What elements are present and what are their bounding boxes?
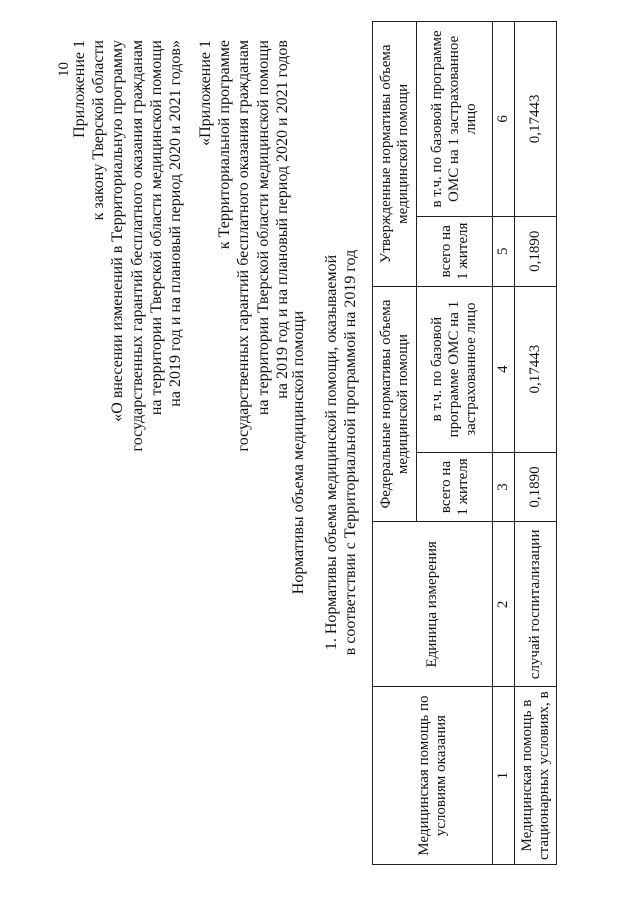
appendix-line: «О внесении изменений в Территориальную программу <box>109 40 127 422</box>
document-title: Нормативы объема медицинской помощи <box>290 310 307 595</box>
section-title-line-2: в соответствии с Территориальной программой на 2019 год <box>342 249 360 656</box>
column-number: 2 <box>493 522 515 687</box>
header-approved-oms: в т.ч. по базовой программе ОМС на 1 застрахованное лицо <box>417 22 493 217</box>
section-title <box>322 0 360 905</box>
header-federal-group: Федеральные нормативы объема медицинской помощи <box>373 286 417 522</box>
federal-total-cell: 0,1890 <box>515 452 557 522</box>
column-number: 6 <box>493 22 515 217</box>
appendix-line: государственных гарантий бесплатного оказания гражданам <box>128 40 146 452</box>
approved-total-cell: 0,1890 <box>515 216 557 286</box>
header-approved-total: всего на 1 жителя <box>417 216 493 286</box>
table-row <box>515 22 557 865</box>
appendix-line: на территории Тверской области медицинской помощи <box>147 40 165 416</box>
approved-oms-cell: 0,17443 <box>515 22 557 217</box>
appendix-line: на 2019 год и на плановый период 2020 и 2021 годов» <box>167 40 185 407</box>
header-federal-total: всего на 1 жителя <box>417 452 493 522</box>
unit-cell: случай госпитализации <box>515 522 557 687</box>
header-unit: Единица измерения <box>373 522 493 687</box>
header-federal-oms: в т.ч. по базовой программе ОМС на 1 застрахованное лицо <box>417 286 493 452</box>
appendix-line: к закону Тверской области <box>90 40 108 221</box>
column-number: 4 <box>493 286 515 452</box>
header-approved-group: Утвержденные нормативы объема медицинской помощи <box>373 22 417 287</box>
appendix-sub-line: на 2019 год и на плановый период 2020 и 2021 годов <box>273 40 291 399</box>
federal-oms-cell: 0,17443 <box>515 286 557 452</box>
norms-table <box>372 21 557 865</box>
header-care-type: Медицинская помощь по условиям оказания <box>373 687 493 865</box>
care-type-cell: Медицинская помощь в стационарных условиях, в <box>515 687 557 865</box>
appendix-sub-line: к Территориальной программе <box>216 40 234 250</box>
appendix-sub-line: государственных гарантий бесплатного оказания гражданам <box>235 40 253 452</box>
page-number: 10 <box>56 62 72 77</box>
column-number: 1 <box>493 687 515 865</box>
appendix-line: Приложение 1 <box>71 40 88 138</box>
section-title-line-1: 1. Нормативы объема медицинской помощи, оказываемой <box>323 254 340 651</box>
appendix-sub-line: на территории Тверской области медицинской помощи <box>254 40 272 416</box>
appendix-sub-line: «Приложение 1 <box>197 40 214 146</box>
column-number: 5 <box>493 216 515 286</box>
appendix-header <box>70 40 185 580</box>
table-header-row <box>373 22 417 865</box>
column-number: 3 <box>493 452 515 522</box>
column-number-row <box>493 22 515 865</box>
appendix-subheader <box>196 40 292 580</box>
